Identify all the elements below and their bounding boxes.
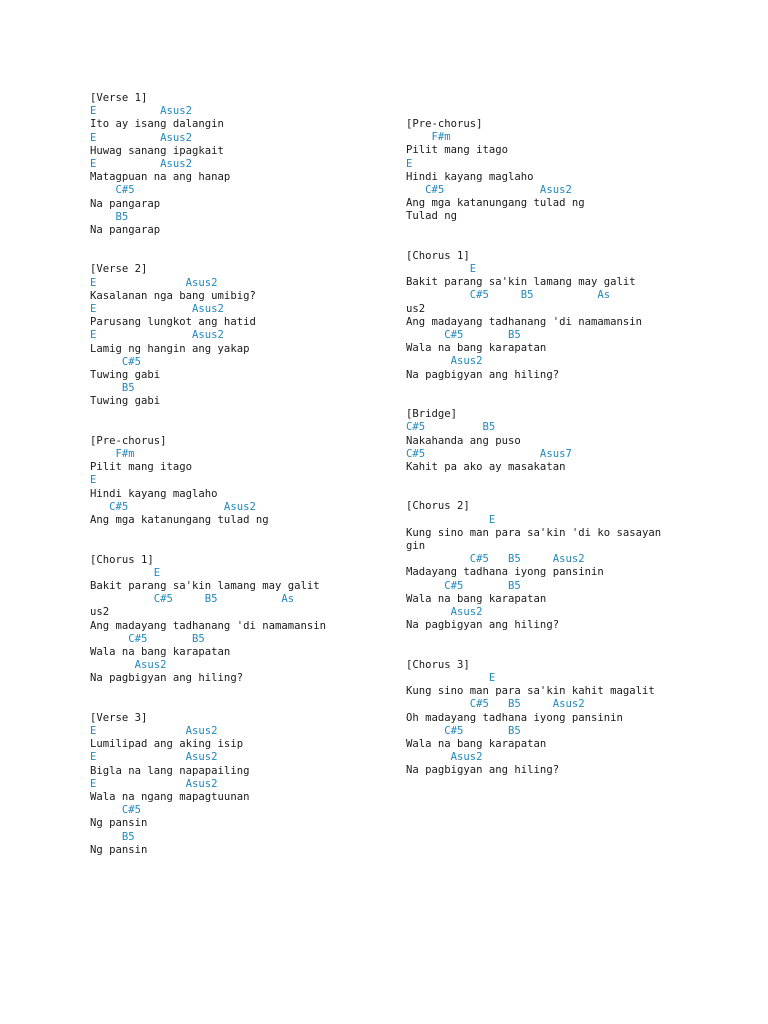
lyric-line: Wala na ngang mapagtuunan: [90, 791, 250, 803]
chord-line: C#5: [90, 804, 142, 817]
section-heading: [Pre-chorus]: [90, 434, 167, 447]
chord-line: C#5: [90, 355, 142, 368]
lyric-line: Kung sino man para sa'kin 'di ko sasayan: [406, 526, 662, 539]
chord-line: C#5 Asus2: [406, 183, 572, 196]
section-gap: [406, 382, 706, 408]
section-gap: [90, 685, 390, 711]
chord-line: E Asus2: [90, 157, 193, 170]
section-gap: [406, 224, 706, 250]
right-column: [406, 118, 706, 777]
chord-line: E: [406, 157, 413, 170]
lyric-line: Pilit mang itago: [406, 144, 509, 157]
chord-line: C#5 B5 As: [406, 289, 611, 302]
section-heading: [Chorus 2]: [406, 500, 470, 513]
chord-line: Asus2: [406, 751, 483, 764]
section-gap: [90, 527, 390, 553]
lyric-line: Na pangarap: [90, 197, 161, 210]
song-section: [406, 408, 706, 474]
chord-line: Asus2: [406, 605, 483, 618]
lyric-line: Ang mga katanungang tulad ng: [90, 514, 269, 527]
section-heading: [Pre-chorus]: [406, 118, 483, 130]
section-gap: [90, 237, 390, 263]
song-section: [90, 92, 390, 237]
chord-line: E: [90, 474, 97, 487]
section-heading: [Verse 3]: [90, 711, 148, 724]
chord-line: E Asus2: [90, 751, 218, 764]
song-section: [406, 500, 706, 632]
lyric-line: Wala na bang karapatan: [90, 645, 231, 658]
song-section: [90, 263, 390, 408]
section-heading: [Chorus 1]: [406, 249, 470, 262]
chord-line: E: [406, 671, 496, 684]
chord-line: E: [406, 513, 496, 526]
song-section: [90, 554, 390, 686]
lyric-line: Tulad ng: [406, 210, 458, 223]
section-heading: [Chorus 3]: [406, 658, 470, 671]
section-heading: [Chorus 1]: [90, 553, 154, 566]
chord-line: C#5: [90, 184, 135, 197]
chord-line: E: [90, 566, 161, 579]
lyric-line: Hindi kayang maglaho: [406, 170, 534, 183]
lyric-line: Hindi kayang maglaho: [90, 487, 218, 500]
chord-line: C#5 B5 Asus2: [406, 698, 585, 711]
lyric-line: Tuwing gabi: [90, 395, 161, 408]
chord-line: E Asus2: [90, 777, 218, 790]
chord-line: B5: [90, 382, 135, 395]
song-section: [406, 659, 706, 778]
chord-line: E: [406, 263, 477, 276]
chord-line: C#5 B5: [406, 421, 496, 434]
lyric-line: us2: [406, 302, 426, 315]
lyric-line: Huwag sanang ipagkait: [90, 144, 224, 157]
lyric-line: Wala na bang karapatan: [406, 342, 547, 355]
song-section: [90, 712, 390, 857]
chord-line: Asus2: [406, 355, 483, 368]
chord-line: B5: [90, 830, 135, 843]
lyric-line: Oh madayang tadhana iyong pansinin: [406, 711, 623, 724]
lyric-line: Matagpuan na ang hanap: [90, 171, 231, 184]
lyric-line: Kung sino man para sa'kin kahit magalit: [406, 685, 655, 698]
chord-line: F#m: [90, 448, 135, 461]
lyric-line: Ng pansin: [90, 817, 148, 830]
chord-line: C#5 B5: [90, 632, 205, 645]
lyric-line: Ito ay isang dalangin: [90, 118, 224, 131]
section-gap: [406, 474, 706, 500]
section-heading: [Verse 2]: [90, 263, 148, 276]
lyric-line: Ng pansin: [90, 843, 148, 856]
chord-line: B5: [90, 210, 129, 223]
lyric-line: Madayang tadhana iyong pansinin: [406, 566, 604, 579]
chord-line: C#5 Asus2: [90, 500, 256, 513]
lyric-line: Na pagbigyan ang hiling?: [406, 368, 560, 381]
lyric-line: Bakit parang sa'kin lamang may galit: [406, 276, 636, 289]
lyric-line: Na pagbigyan ang hiling?: [90, 672, 244, 685]
chord-line: E Asus2: [90, 131, 193, 144]
lyric-line: Wala na bang karapatan: [406, 592, 547, 605]
lyric-line: Ang madayang tadhanang 'di namamansin: [406, 315, 642, 328]
chord-line: C#5 B5 Asus2: [406, 553, 585, 566]
lyric-line: Tuwing gabi: [90, 368, 161, 381]
lyric-line: Parusang lungkot ang hatid: [90, 316, 256, 329]
lyric-line: Ang madayang tadhanang 'di namamansin: [90, 619, 326, 632]
lyric-line: Pilit mang itago: [90, 461, 193, 474]
chord-line: F#m: [406, 131, 451, 144]
chord-line: C#5 B5: [406, 724, 521, 737]
lyric-line: Ang mga katanungang tulad ng: [406, 197, 585, 210]
lyric-line: Nakahanda ang puso: [406, 434, 521, 447]
song-section: [90, 435, 390, 527]
lyric-line: gin: [406, 540, 426, 553]
lyric-line: us2: [90, 606, 110, 619]
chord-line: E Asus2: [90, 725, 218, 738]
section-gap: [90, 409, 390, 435]
lyric-line: Bigla na lang napapailing: [90, 764, 250, 777]
chord-line: Asus2: [90, 659, 167, 672]
chord-line: C#5 Asus7: [406, 447, 572, 460]
section-gap: [406, 632, 706, 658]
lyric-line: Na pagbigyan ang hiling?: [406, 764, 560, 777]
lyric-line: Kasalanan nga bang umibig?: [90, 289, 256, 302]
lyric-line: Na pagbigyan ang hiling?: [406, 619, 560, 632]
section-heading: [Verse 1]: [90, 92, 148, 104]
song-section: [406, 118, 706, 224]
chord-line: C#5 B5 As: [90, 593, 295, 606]
chord-line: E Asus2: [90, 105, 193, 118]
chord-line: E Asus2: [90, 303, 224, 316]
lyric-line: Na pangarap: [90, 223, 161, 236]
lyric-line: Kahit pa ako ay masakatan: [406, 460, 566, 473]
lyric-line: Bakit parang sa'kin lamang may galit: [90, 579, 320, 592]
lyric-line: Lumilipad ang aking isip: [90, 738, 244, 751]
lyric-line: Wala na bang karapatan: [406, 737, 547, 750]
chord-line: E Asus2: [90, 329, 224, 342]
song-section: [406, 250, 706, 382]
left-column: [90, 92, 390, 857]
chord-line: C#5 B5: [406, 579, 521, 592]
chord-line: C#5 B5: [406, 329, 521, 342]
chord-line: E Asus2: [90, 276, 218, 289]
section-heading: [Bridge]: [406, 408, 458, 421]
lyric-line: Lamig ng hangin ang yakap: [90, 342, 250, 355]
